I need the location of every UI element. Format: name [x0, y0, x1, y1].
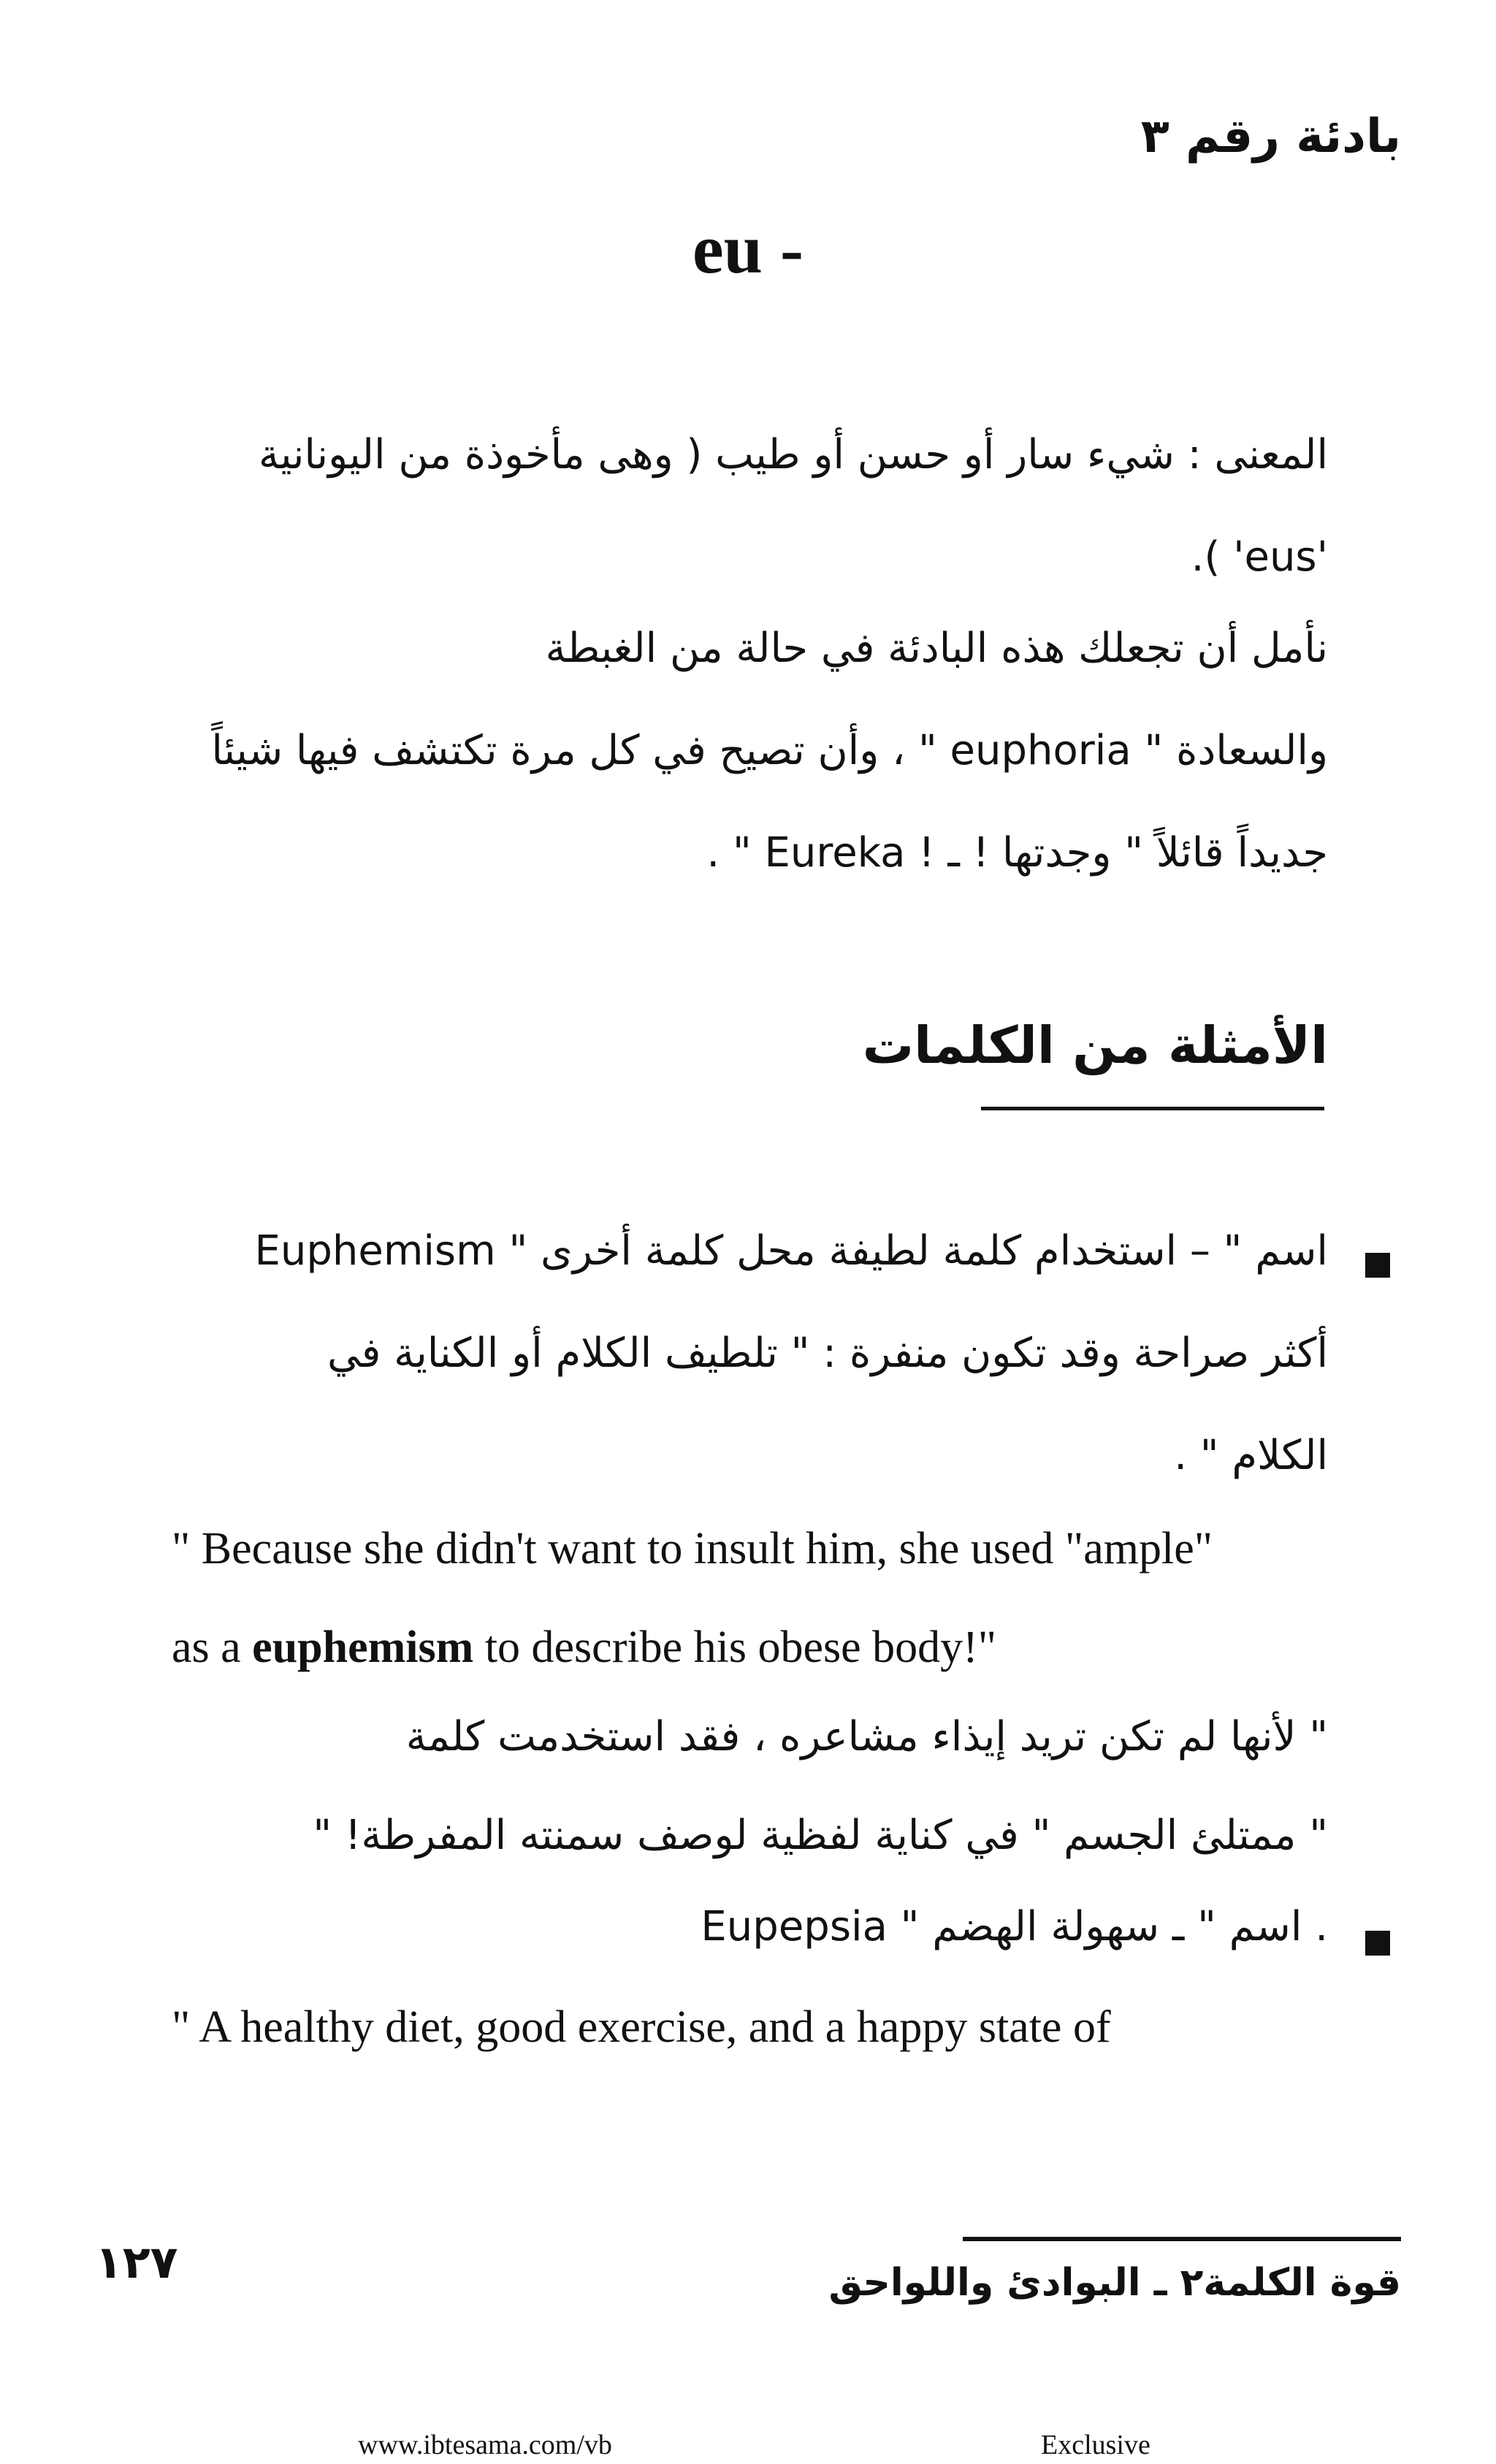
wish-line-3: جديداً قائلاً " وجدتها ! ـ ! Eureka " . — [706, 829, 1328, 877]
examples-heading: الأمثلة من الكلمات — [862, 1015, 1328, 1075]
page-number: ١٢٧ — [95, 2235, 178, 2289]
heading-underline — [981, 1107, 1324, 1110]
euphemism-definition-line-1: Euphemism " اسم " – استخدام كلمة لطيفة محل كلمة أخرى — [254, 1227, 1328, 1275]
watermark-label: Exclusive — [1041, 2430, 1150, 2460]
meaning-line-2: .( 'eus' — [1191, 533, 1328, 581]
book-title: قوة الكلمة٢ ـ البوادئ واللواحق — [828, 2261, 1401, 2305]
wish-line-1: نأمل أن تجعلك هذه البادئة في حالة من الغبطة — [545, 625, 1328, 672]
euphemism-translation-line-1: " لأنها لم تكن تريد إيذاء مشاعره ، فقد استخدمت كلمة — [405, 1713, 1328, 1761]
eupepsia-example-line-1: " A healthy diet, good exercise, and a happy state of — [172, 2002, 1111, 2052]
footer-rule — [963, 2237, 1401, 2241]
highlighted-word: euphemism — [252, 1622, 474, 1672]
meaning-line-1: المعنى : شيء سار أو حسن أو طيب ( وهى مأخوذة من اليونانية — [258, 431, 1328, 478]
example-text: as a — [172, 1622, 253, 1672]
bullet-square-icon — [1365, 1931, 1390, 1956]
prefix-number-label: بادئة رقم ٣ — [1140, 110, 1401, 164]
euphemism-example-line-1: " Because she didn't want to insult him, she used "ample" — [172, 1524, 1213, 1574]
bullet-square-icon — [1365, 1253, 1390, 1278]
euphemism-translation-line-2: " ممتلئ الجسم " في كناية لفظية لوصف سمنته المفرطة! " — [313, 1812, 1328, 1859]
euphemism-definition-line-2: أكثر صراحة وقد تكون منفرة : " تلطيف الكلام أو الكناية في — [327, 1330, 1328, 1377]
eupepsia-definition-line-1: Eupepsia " اسم " ـ سهولة الهضم . — [701, 1903, 1328, 1950]
euphemism-example-line-2 — [172, 1622, 1340, 1674]
prefix-title: eu - — [692, 210, 804, 288]
euphemism-definition-line-3: الكلام " . — [1174, 1432, 1328, 1479]
example-text: to describe his obese body!" — [473, 1622, 997, 1672]
watermark-url: www.ibtesama.com/vb — [358, 2430, 612, 2460]
wish-line-2: والسعادة " euphoria " ، وأن تصيح في كل مرة تكتشف فيها شيئاً — [211, 727, 1328, 774]
